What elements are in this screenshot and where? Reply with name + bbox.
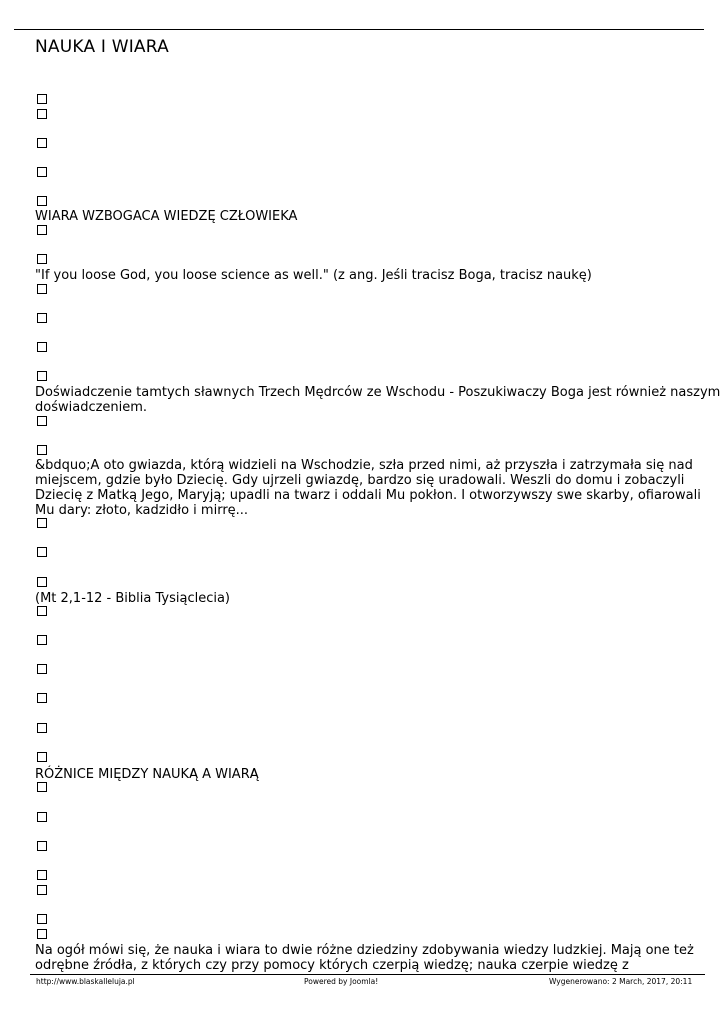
missing-glyph-box (37, 752, 47, 762)
missing-glyph-box (37, 371, 47, 381)
missing-glyph-box (37, 196, 47, 206)
missing-glyph-box (37, 723, 47, 733)
missing-glyph-box (37, 693, 47, 703)
missing-glyph-box (37, 914, 47, 924)
heading-differences: RÓŻNICE MIĘDZY NAUKĄ A WIARĄ (35, 767, 259, 782)
missing-glyph-box (37, 870, 47, 880)
heading-faith-enriches-knowledge: WIARA WZBOGACA WIEDZĘ CZŁOWIEKA (35, 209, 298, 224)
paragraph-line: Na ogół mówi się, że nauka i wiara to dwie różne dziedziny zdobywania wiedzy ludzkiej. Mają one też (35, 943, 694, 958)
missing-glyph-box (37, 138, 47, 148)
scripture-line: &bdquo;A oto gwiazda, którą widzieli na Wschodzie, szła przed nimi, aż przyszła i zatrzymała się nad (35, 458, 693, 473)
missing-glyph-box (37, 885, 47, 895)
missing-glyph-box (37, 416, 47, 426)
paragraph-line: doświadczeniem. (35, 400, 148, 415)
scripture-citation: (Mt 2,1-12 - Biblia Tysiąclecia) (35, 591, 230, 606)
scripture-line: miejscem, gdzie było Dziecię. Gdy ujrzeli gwiazdę, bardzo się uradowali. Weszli do domu i zobaczyli (35, 473, 685, 488)
missing-glyph-box (37, 664, 47, 674)
scripture-line: Dziecię z Matką Jego, Maryją; upadli na twarz i oddali Mu pokłon. I otworzywszy swe skarby, ofiarowali (35, 488, 701, 503)
missing-glyph-box (37, 782, 47, 792)
page-title: NAUKA I WIARA (35, 37, 169, 57)
missing-glyph-box (37, 635, 47, 645)
missing-glyph-box (37, 254, 47, 264)
footer-generated: Wygenerowano: 2 March, 2017, 20:11 (549, 977, 693, 986)
footer-powered: Powered by Joomla! (304, 977, 379, 986)
paragraph-line: odrębne źródła, z których czy przy pomocy których czerpią wiedzę; nauka czerpie wiedzę z (35, 958, 629, 973)
quote-line: "If you loose God, you loose science as well." (z ang. Jeśli tracisz Boga, tracisz naukę) (35, 268, 592, 283)
missing-glyph-box (37, 94, 47, 104)
missing-glyph-box (37, 313, 47, 323)
paragraph-line: Doświadczenie tamtych sławnych Trzech Mędrców ze Wschodu - Poszukiwaczy Boga jest również naszym (35, 385, 721, 400)
missing-glyph-box (37, 342, 47, 352)
missing-glyph-box (37, 812, 47, 822)
missing-glyph-box (37, 841, 47, 851)
missing-glyph-box (37, 577, 47, 587)
footer-rule (30, 974, 705, 975)
top-rule (14, 29, 704, 30)
missing-glyph-box (37, 518, 47, 528)
missing-glyph-box (37, 445, 47, 455)
missing-glyph-box (37, 547, 47, 557)
footer-url: http://www.blaskalleluja.pl (36, 977, 135, 986)
missing-glyph-box (37, 225, 47, 235)
missing-glyph-box (37, 109, 47, 119)
missing-glyph-box (37, 929, 47, 939)
missing-glyph-box (37, 606, 47, 616)
missing-glyph-box (37, 167, 47, 177)
missing-glyph-box (37, 284, 47, 294)
scripture-line: Mu dary: złoto, kadzidło i mirrę... (35, 503, 249, 518)
